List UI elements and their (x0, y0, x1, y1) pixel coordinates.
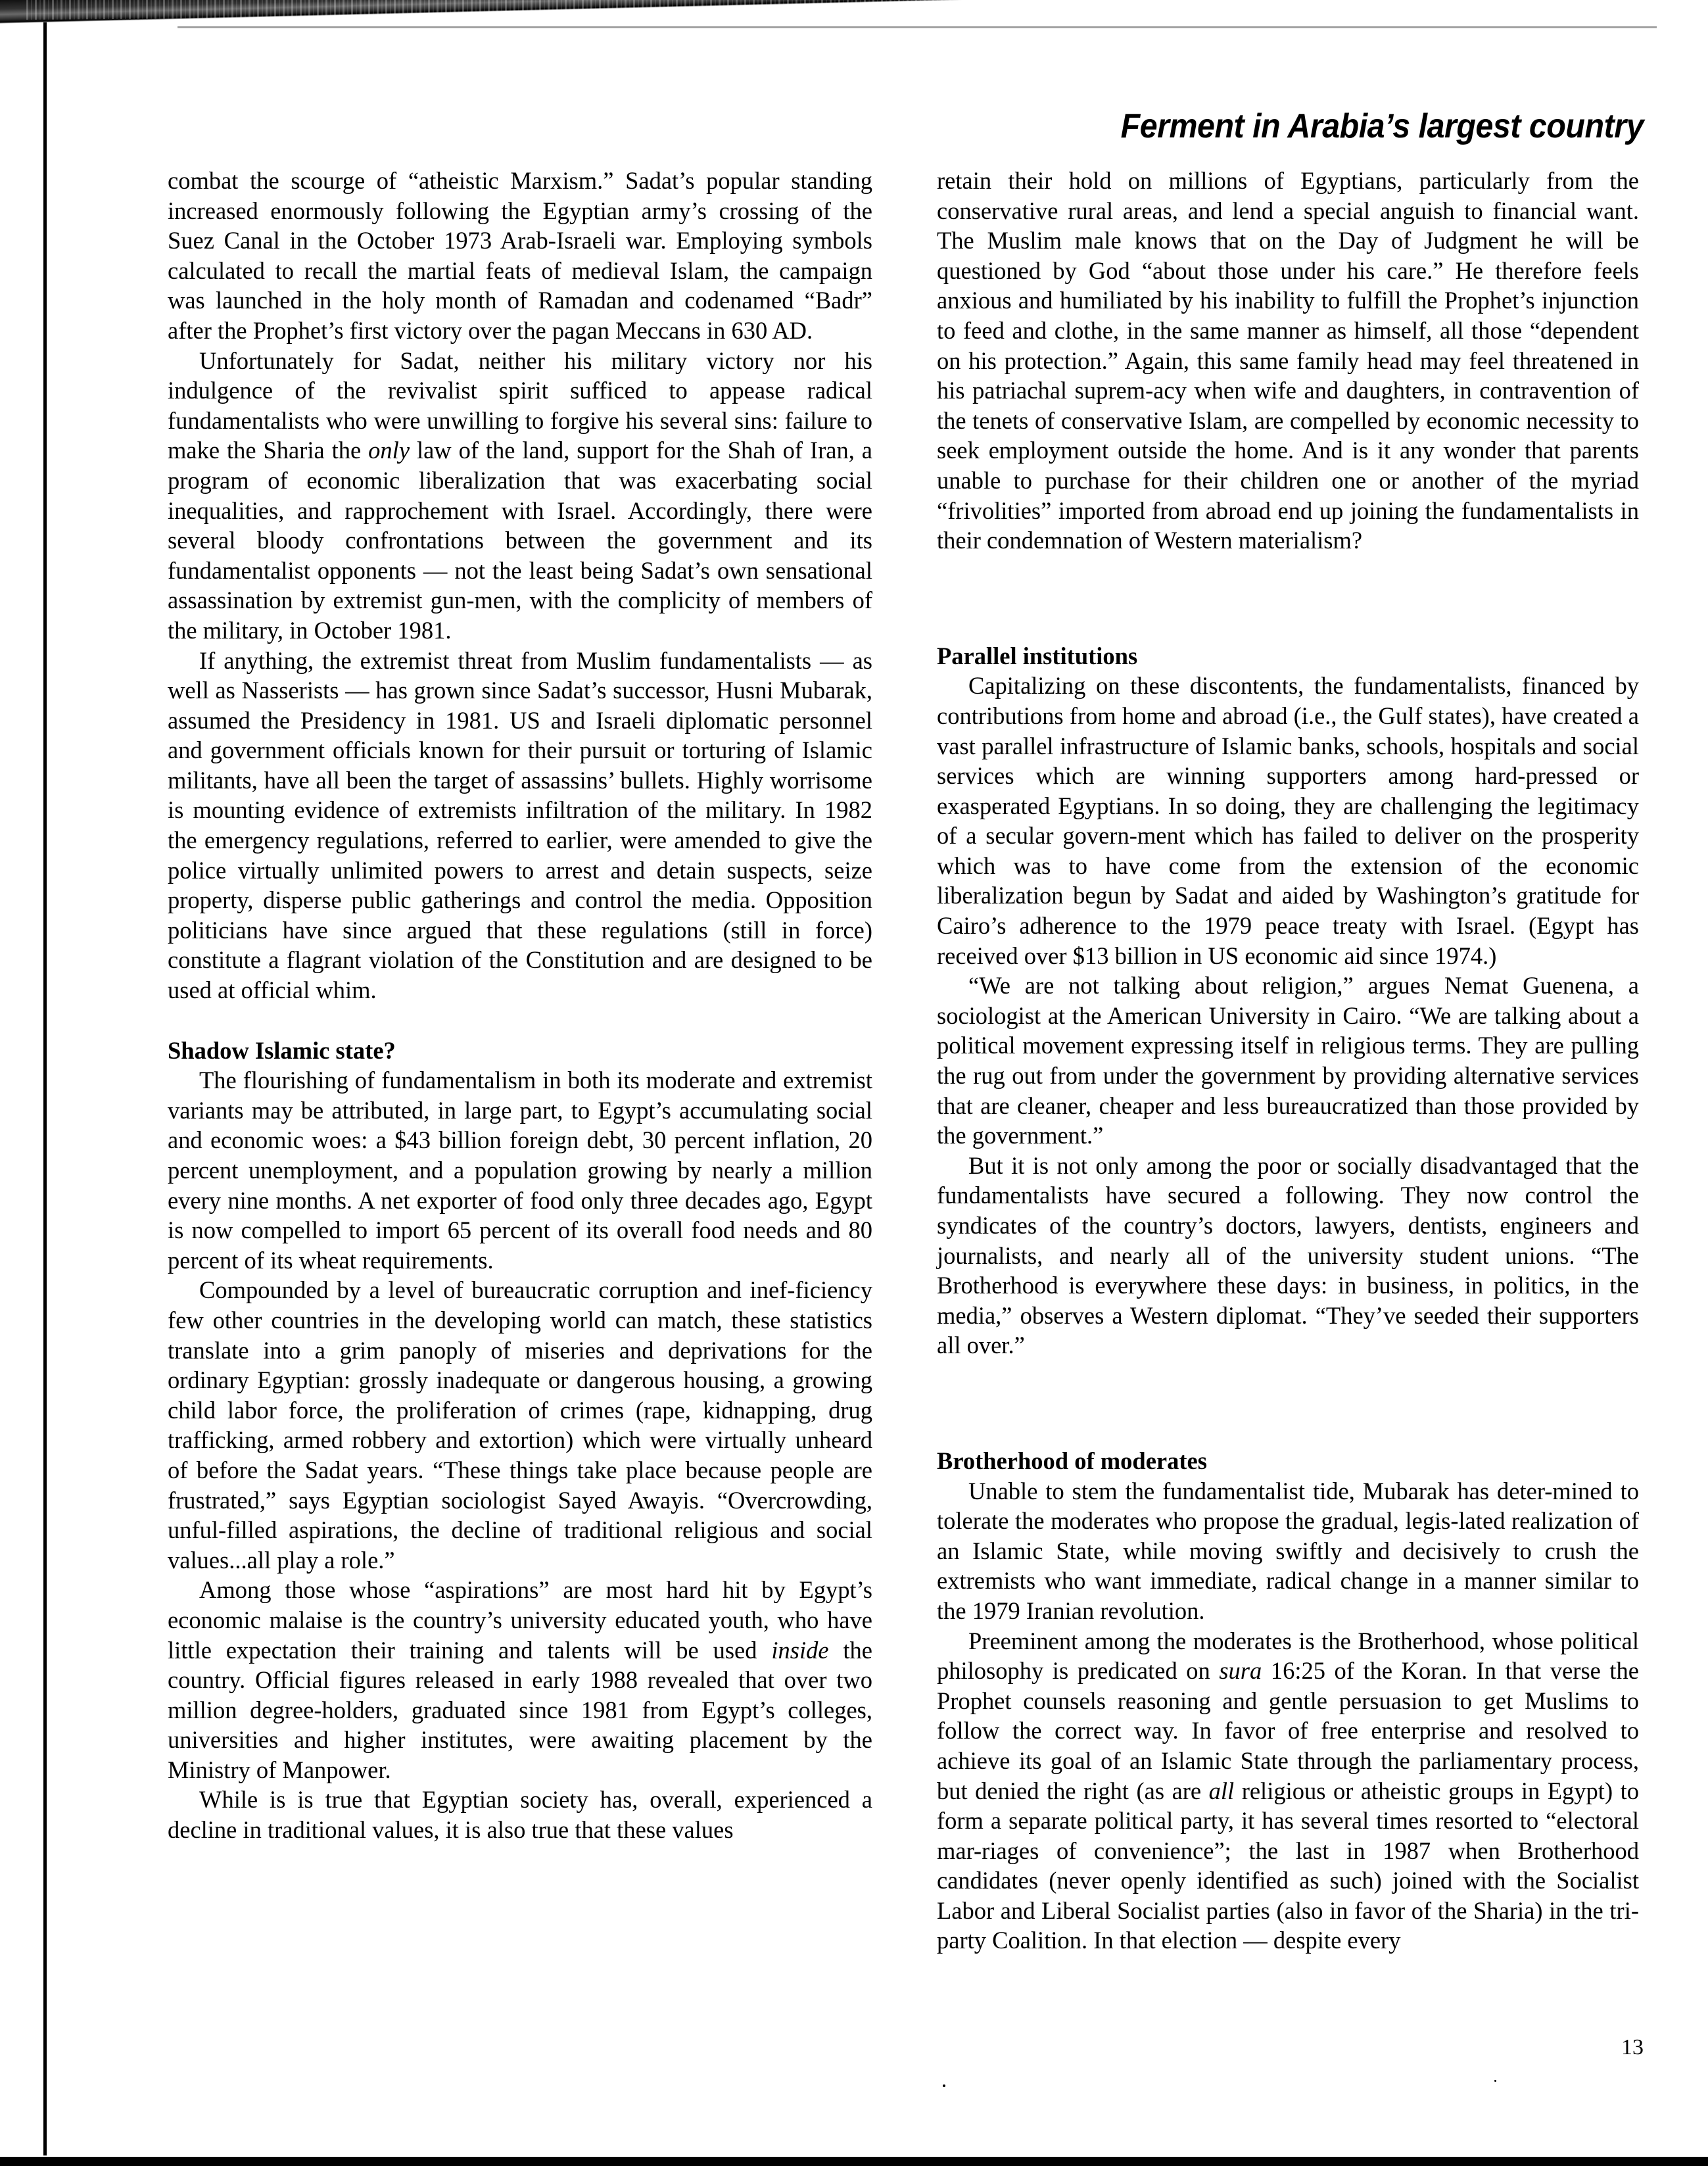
paragraph: While is is true that Egyptian society has, overall, experienced a decline in traditional values, it is also true that these values (168, 1786, 872, 1844)
article-column-left (168, 166, 872, 1845)
paragraph: If anything, the extremist threat from Muslim fundamentalists — as well as Nasserists — has grown since Sadat’s successor, Husni Mubarak, assumed the Presidency in 1981. US and Israeli diplomatic personnel and government officials known for their pursuit or torturing of Islamic militants, have all been the target of assassins’ bullets. Highly worrisome is mounting evidence of extremists infiltration of the military. In 1982 the emergency regulations, referred to earlier, were amended to give the police virtually unlimited powers to arrest and detain suspects, seize property, disperse public gatherings and control the media. Opposition politicians have since argued that these regulations (still in force) constitute a flagrant violation of the Constitution and are designed to be used at official whim. (168, 646, 872, 1004)
paragraph: “We are not talking about religion,” argues Nemat Guenena, a sociologist at the American University in Cairo. “We are talking about a political movement expressing itself in religious terms. They are pulling the rug out from under the government by providing alternative services that are cleaner, cheaper and less bureaucratized than those provided by the government.” (937, 972, 1639, 1149)
section-heading-brotherhood-of-moderates: Brotherhood of moderates (937, 1447, 1207, 1474)
paragraph: Compounded by a level of bureaucratic corruption and inef-ficiency few other countries in the developing world can match, these statistics translate into a grim panoply of miseries and deprivations for the ordinary Egyptian: grossly inadequate or dangerous housing, a growing child labor force, the proliferation of crimes (rape, kidnapping, drug trafficking, armed robbery and extortion) which were virtually unheard of before the Sadat years. “These things take place because people are frustrated,” says Egyptian sociologist Sayed Awayis. “Overcrowding, unful-filled aspirations, the decline of traditional religious and social values...all play a role.” (168, 1276, 872, 1574)
scan-speck (943, 2084, 945, 2087)
scan-speck (1494, 2080, 1496, 2082)
paragraph: retain their hold on millions of Egyptians, particularly from the conservative rural areas, and lend a special anguish to financial want. The Muslim male knows that on the Day of Judgment he will be questioned by God “about those under his care.” He therefore feels anxious and humiliated by his inability to fulfill the Prophet’s injunction to feed and clothe, in the same manner as himself, all those “dependent on his protection.” Again, this same family head may feel threatened in his patriachal suprem-acy when wife and daughters, in contravention of the tenets of conservative Islam, are compelled by economic necessity to seek employment outside the home. And is it any wonder that parents unable to purchase for their children one or another of the myriad “frivolities” imported from abroad end up joining the fundamentalists in their condemnation of Western materialism? (937, 167, 1639, 554)
page-left-edge (43, 22, 47, 2155)
page-number: 13 (1621, 2035, 1644, 2059)
paragraph: Capitalizing on these discontents, the fundamentalists, financed by contributions from home and abroad (i.e., the Gulf states), have created a vast parallel infrastructure of Islamic banks, schools, hospitals and social services which are winning supporters among hard-pressed or exasperated Egyptians. In so doing, they are challenging the legitimacy of a secular govern-ment which has failed to deliver on the prosperity which was to have come from the extension of the economic liberalization begun by Sadat and aided by Washington’s gratitude for Cairo’s adherence to the 1979 peace treaty with Israel. (Egypt has received over $13 billion in US economic aid since 1974.) (937, 672, 1639, 969)
paragraph: The flourishing of fundamentalism in both its moderate and extremist variants may be attributed, in large part, to Egypt’s accumulating social and economic woes: a $43 billion foreign debt, 30 percent inflation, 20 percent unemployment, and a population growing by nearly a million every nine months. A net exporter of food only three decades ago, Egypt is now compelled to import 65 percent of its overall food needs and 80 percent of its wheat requirements. (168, 1067, 872, 1274)
section-spacer (168, 1005, 872, 1036)
section-heading-parallel-institutions: Parallel institutions (937, 642, 1138, 669)
paragraph: But it is not only among the poor or socially disadvantaged that the fundamentalists have secured a following. They now control the syndicates of the country’s doctors, lawyers, dentists, engineers and journalists, and nearly all of the university student unions. “The Brotherhood is everywhere these days: in business, in politics, in the media,” observes a Western diplomat. “They’ve seeded their supporters all over.” (937, 1151, 1639, 1359)
paragraph: combat the scourge of “atheistic Marxism.” Sadat’s popular standing increased enormously following the Egyptian army’s crossing of the Suez Canal in the October 1973 Arab-Israeli war. Employing symbols calculated to recall the martial feats of medieval Islam, the campaign was launched in the holy month of Ramadan and codenamed “Badr” after the Prophet’s first victory over the pagan Meccans in 630 AD. (168, 167, 872, 344)
article-column-right (937, 166, 1639, 1956)
paragraph: Preeminent among the moderates is the Brotherhood, whose political philosophy is predicated on sura 16:25 of the Koran. In that verse the Prophet counsels reasoning and gentle persuasion to get Muslims to follow the correct way. In favor of free enterprise and resolved to achieve its goal of an Islamic State through the parliamentary process, but denied the right (as are all religious or atheistic groups in Egypt) to form a separate political party, it has several times resorted to “electoral mar-riages of convenience”; the last in 1987 when Brotherhood candidates (never openly identified as such) joined with the Socialist Labor and Liberal Socialist parties (also in favor of the Sharia) in the tri-party Coalition. In that election — despite every (937, 1627, 1640, 1954)
section-spacer (937, 556, 1639, 641)
running-head: Ferment in Arabia’s largest country (1120, 107, 1644, 145)
section-spacer (937, 1360, 1639, 1446)
top-rule (178, 26, 1657, 28)
section-heading-shadow-islamic-state: Shadow Islamic state? (168, 1036, 396, 1064)
paragraph: Among those whose “aspirations” are most hard hit by Egypt’s economic malaise is the country’s university educated youth, who have little expectation their training and talents will be used inside the country. Official figures released in early 1988 revealed that over two million degree-holders, graduated since 1981 from Egypt’s colleges, universities and higher institutes, were awaiting placement by the Ministry of Manpower. (168, 1576, 872, 1783)
paragraph: Unfortunately for Sadat, neither his military victory nor his indulgence of the revivalist spirit sufficed to appease radical fundamentalists who were unwilling to forgive his several sins: failure to make the Sharia the only law of the land, support for the Shah of Iran, a program of economic liberalization that was exacerbating social inequalities, and rapprochement with Israel. Accordingly, there were several bloody confrontations between the government and its fundamentalist opponents — not the least being Sadat’s own sensational assassination by extremist gun-men, with the complicity of members of the military, in October 1981. (168, 347, 872, 644)
paragraph: Unable to stem the fundamentalist tide, Mubarak has deter-mined to tolerate the moderates who propose the gradual, legis-lated realization of an Islamic State, while moving swiftly and decisively to crush the extremists who want immediate, radical change in a manner similar to the 1979 Iranian revolution. (937, 1477, 1639, 1624)
scan-edge-bottom (0, 2157, 1708, 2166)
